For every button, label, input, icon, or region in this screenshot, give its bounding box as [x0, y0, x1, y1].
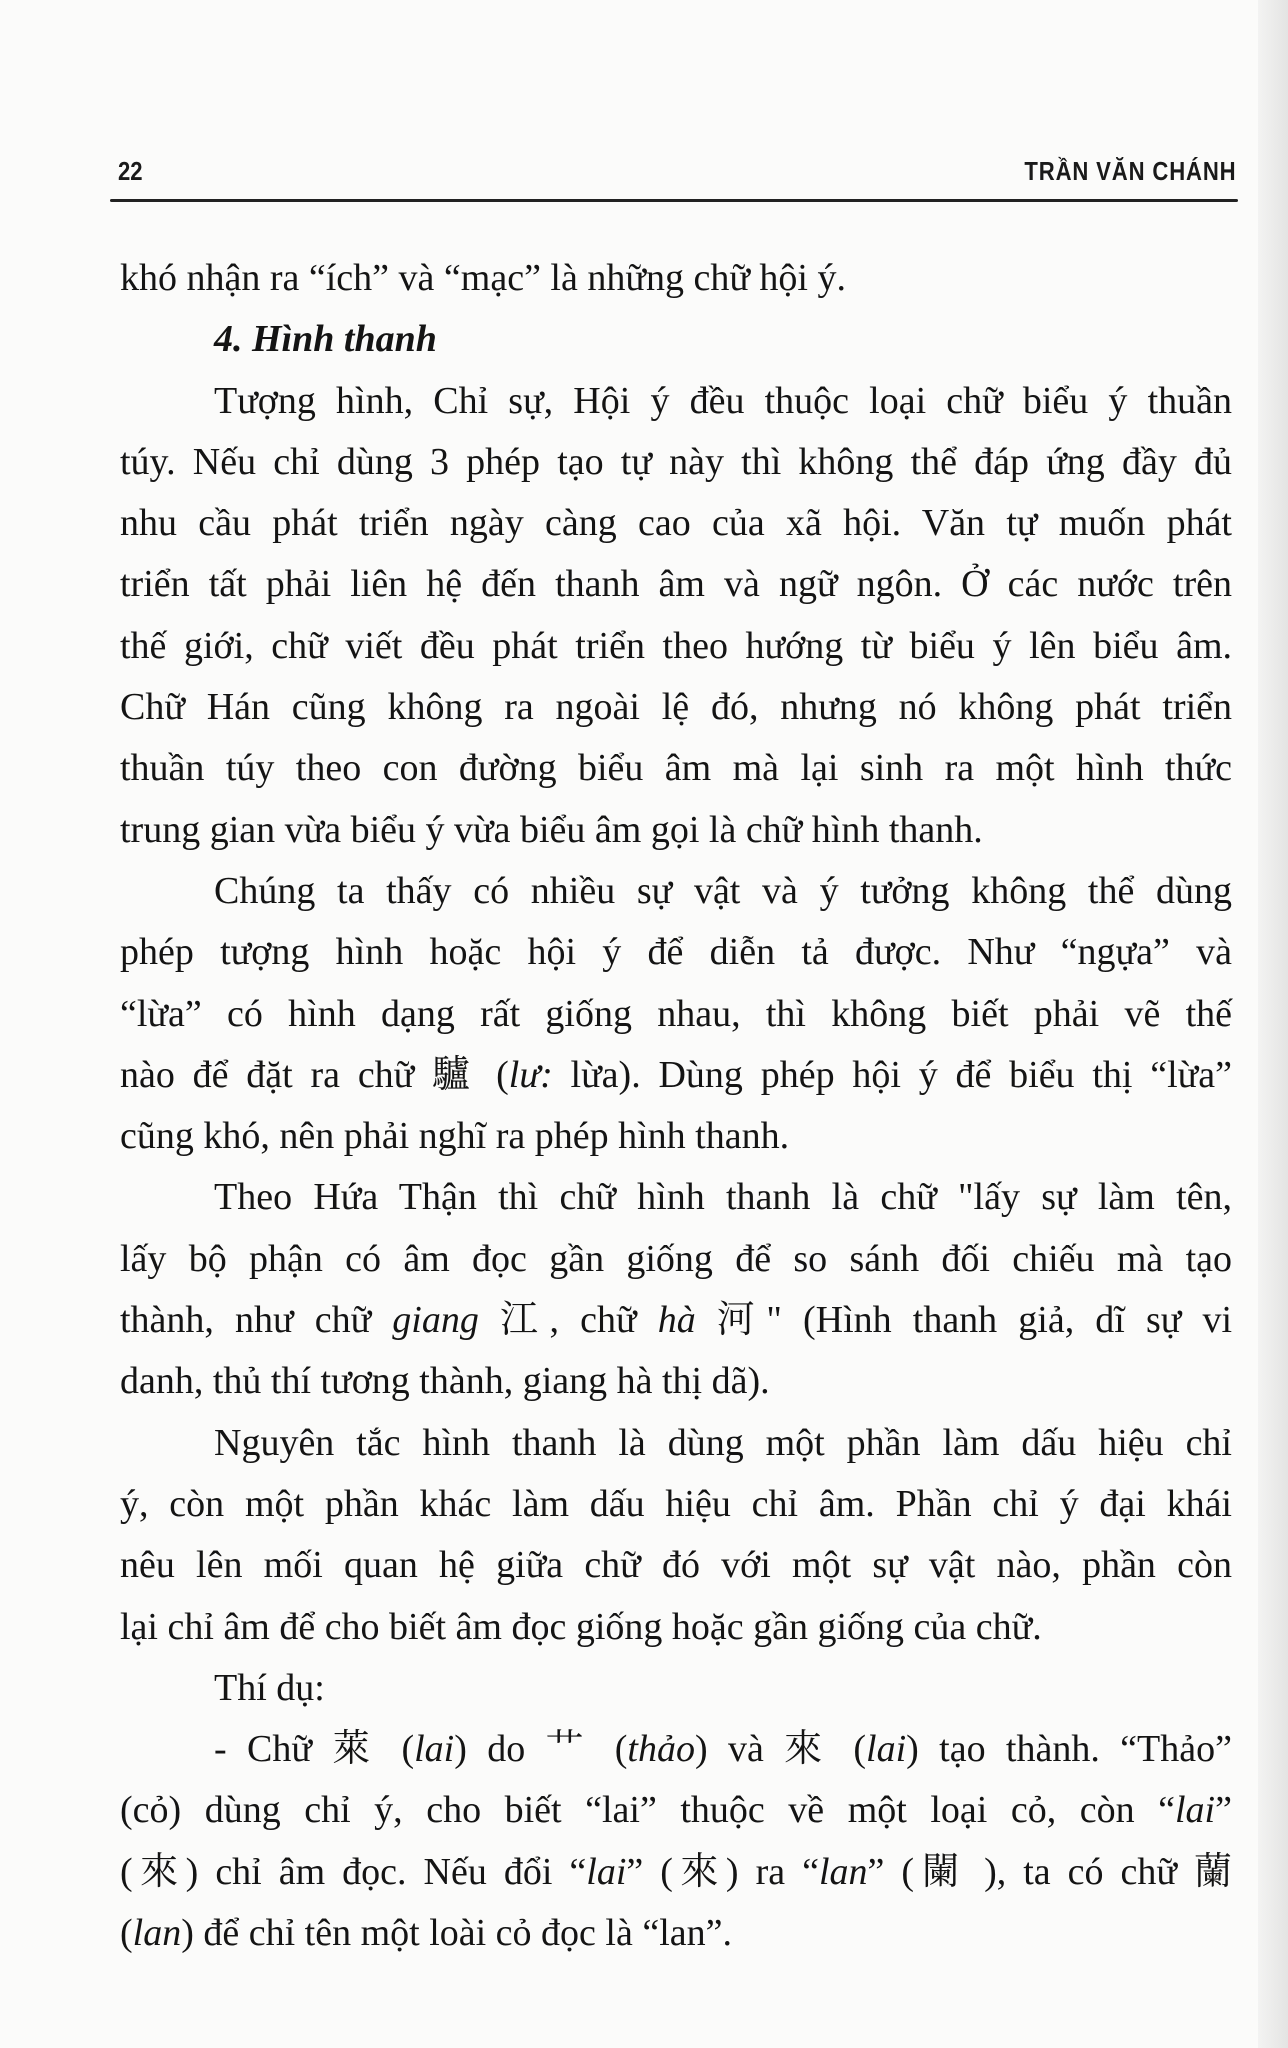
text-segment: nào để đặt ra chữ 驢 ( [120, 1053, 509, 1096]
text-segment: (來) chỉ âm đọc. Nếu đổi “ [120, 1850, 587, 1893]
text-segment: Theo Hứa Thận thì chữ hình thanh là chữ "lấy sự làm tên, [214, 1176, 1232, 1219]
text-segment: (cỏ) dùng chỉ ý, cho biết “lai” thuộc về một loại cỏ, còn “ [120, 1789, 1175, 1832]
page-body-text [120, 248, 1232, 1964]
text-segment: Nguyên tắc hình thanh là dùng một phần làm dấu hiệu chỉ [214, 1421, 1232, 1464]
text-segment: thành, như chữ [120, 1299, 393, 1342]
italic-term: lan [132, 1912, 182, 1955]
text-line [120, 1229, 1232, 1290]
italic-term: lan [818, 1850, 868, 1893]
text-segment: thuần túy theo con đường biểu âm mà lại sinh ra một hình thức [120, 747, 1232, 790]
italic-term: 4. Hình thanh [214, 318, 437, 361]
text-segment: triển tất phải liên hệ đến thanh âm và ngữ ngôn. Ở các nước trên [120, 563, 1232, 606]
text-segment: ) để chỉ tên một loài cỏ đọc là “lan”. [181, 1912, 732, 1955]
text-segment: 河" (Hình thanh giả, dĩ sự vi [695, 1299, 1232, 1342]
text-line [120, 861, 1232, 922]
text-segment: ” (來) ra “ [626, 1850, 819, 1893]
page-edge-shadow [1258, 0, 1288, 2048]
text-segment: “lừa” có hình dạng rất giống nhau, thì không biết phải vẽ thế [120, 992, 1232, 1035]
header-rule [110, 199, 1238, 202]
text-line [120, 248, 1232, 309]
text-segment: lấy bộ phận có âm đọc gần giống để so sánh đối chiếu mà tạo [120, 1237, 1232, 1280]
text-line [120, 432, 1232, 493]
text-line [120, 677, 1232, 738]
italic-term: thảo [627, 1728, 695, 1771]
text-segment: - Chữ 萊 ( [214, 1728, 415, 1771]
text-segment: nhu cầu phát triển ngày càng cao của xã hội. Văn tự muốn phát [120, 502, 1232, 545]
text-line [120, 1842, 1232, 1903]
text-line [120, 1903, 1232, 1964]
text-line [120, 371, 1232, 432]
text-line [120, 1474, 1232, 1535]
text-line [120, 1719, 1232, 1780]
text-segment: Chữ Hán cũng không ra ngoài lệ đó, nhưng nó không phát triển [120, 686, 1232, 729]
text-segment: Chúng ta thấy có nhiều sự vật và ý tưởng không thể dùng [214, 869, 1232, 912]
text-line [120, 1780, 1232, 1841]
text-line [120, 493, 1232, 554]
text-segment: ) do ⺾ ( [454, 1728, 628, 1771]
text-segment: ) và 來 ( [694, 1728, 867, 1771]
text-segment: 江, chữ [478, 1299, 658, 1342]
text-line [120, 1351, 1232, 1412]
text-line [120, 1167, 1232, 1228]
text-segment: Tượng hình, Chỉ sự, Hội ý đều thuộc loại chữ biểu ý thuần [214, 379, 1232, 422]
section-heading [120, 309, 1232, 370]
text-segment: lại chỉ âm để cho biết âm đọc giống hoặc gần giống của chữ. [120, 1605, 1042, 1648]
text-segment: ý, còn một phần khác làm dấu hiệu chỉ âm. Phần chỉ ý đại khái [120, 1482, 1232, 1525]
text-line [120, 554, 1232, 615]
page-number: 22 [118, 156, 143, 186]
text-line [120, 1413, 1232, 1474]
text-segment: trung gian vừa biểu ý vừa biểu âm gọi là chữ hình thanh. [120, 808, 983, 851]
text-segment: lừa). Dùng phép hội ý để biểu thị “lừa” [552, 1053, 1232, 1096]
italic-term: lư: [508, 1053, 553, 1096]
text-line [120, 1045, 1232, 1106]
text-line [120, 984, 1232, 1045]
text-line [120, 1658, 1232, 1719]
italic-term: lai [866, 1728, 907, 1771]
text-segment: cũng khó, nên phải nghĩ ra phép hình thanh. [120, 1115, 790, 1158]
text-segment: ” (闌 ), ta có chữ 蘭 [867, 1850, 1232, 1893]
text-line [120, 1535, 1232, 1596]
text-segment: phép tượng hình hoặc hội ý để diễn tả được. Như “ngựa” và [120, 931, 1232, 974]
text-segment: ) tạo thành. “Thảo” [906, 1728, 1232, 1771]
text-line [120, 800, 1232, 861]
text-line [120, 1597, 1232, 1658]
text-segment: thế giới, chữ viết đều phát triển theo hướng từ biểu ý lên biểu âm. [120, 624, 1232, 667]
text-line [120, 1106, 1232, 1167]
text-line [120, 922, 1232, 983]
text-segment: ” [1215, 1789, 1232, 1832]
text-segment: nêu lên mối quan hệ giữa chữ đó với một sự vật nào, phần còn [120, 1544, 1232, 1587]
text-segment: ( [120, 1912, 133, 1955]
text-segment: khó nhận ra “ích” và “mạc” là những chữ hội ý. [120, 257, 846, 299]
text-segment: danh, thủ thí tương thành, giang hà thị dã). [120, 1360, 770, 1403]
italic-term: giang [392, 1299, 479, 1342]
italic-term: lai [414, 1728, 455, 1771]
italic-term: lai [1175, 1789, 1216, 1832]
text-line [120, 738, 1232, 799]
text-line [120, 616, 1232, 677]
italic-term: lai [586, 1850, 627, 1893]
text-segment: túy. Nếu chỉ dùng 3 phép tạo tự này thì không thể đáp ứng đầy đủ [120, 440, 1232, 483]
text-segment: Thí dụ: [214, 1666, 325, 1709]
text-line [120, 1290, 1232, 1351]
italic-term: hà [657, 1299, 696, 1342]
running-header-author: TRẦN VĂN CHÁNH [1023, 156, 1236, 186]
